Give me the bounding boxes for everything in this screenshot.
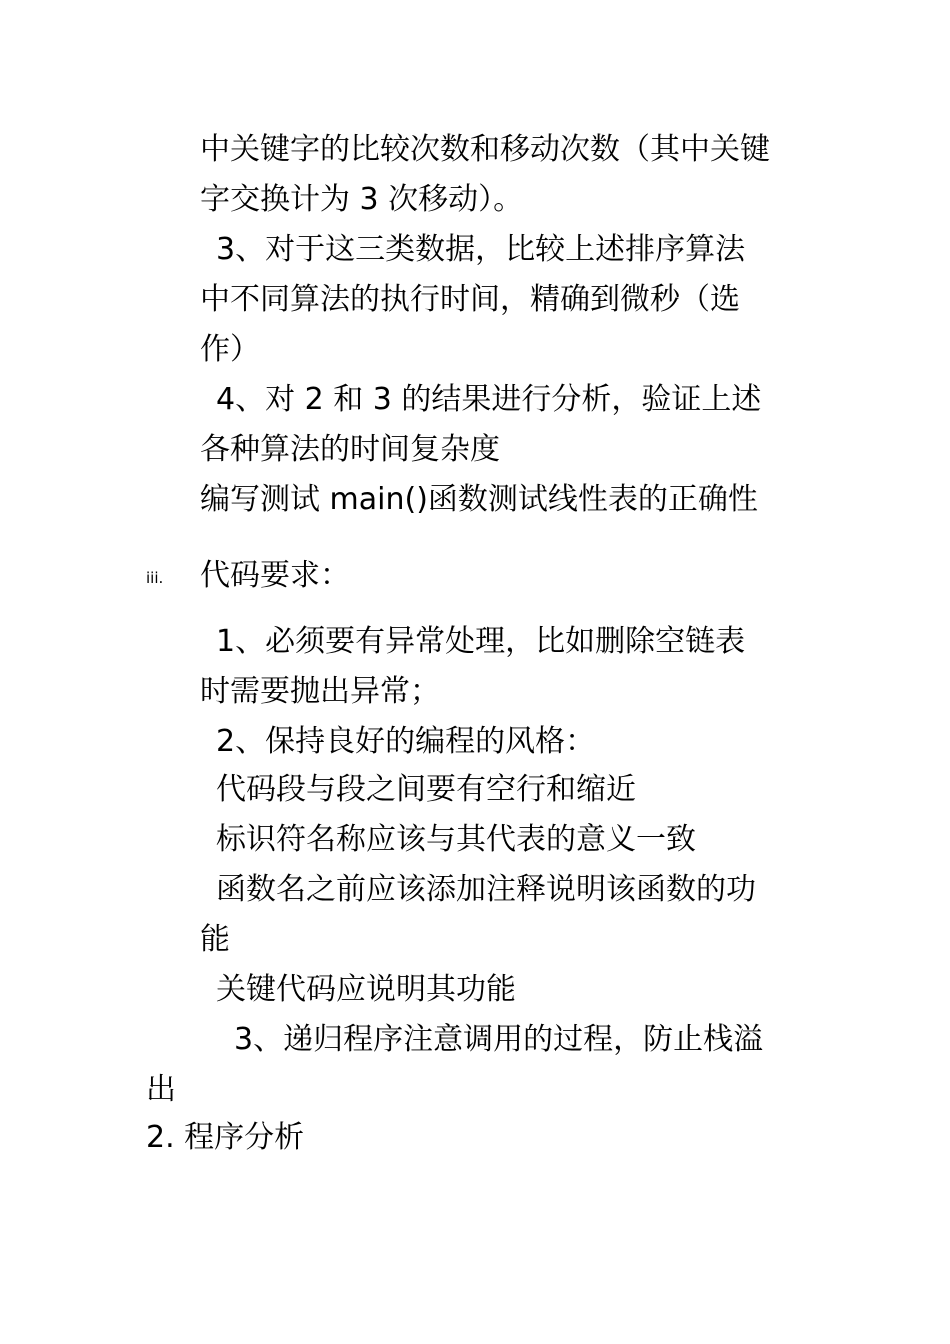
style-point: 标识符名称应该与其代表的意义一致 xyxy=(216,822,696,857)
text-line: 作） xyxy=(200,332,260,367)
text-line: 中不同算法的执行时间，精确到微秒（选 xyxy=(200,282,740,317)
requirement-2: 2、保持良好的编程的风格： xyxy=(216,724,596,759)
style-point: 函数名之前应该添加注释说明该函数的功 xyxy=(216,872,756,907)
style-point: 代码段与段之间要有空行和缩近 xyxy=(216,772,636,807)
text-line: 3、递归程序注意调用的过程，防止栈溢 xyxy=(234,1022,764,1057)
text-line: 字交换计为 3 次移动）。 xyxy=(200,182,524,217)
section-heading-program-analysis: 2. 程序分析 xyxy=(146,1120,305,1155)
text-line: 3、对于这三类数据，比较上述排序算法 xyxy=(216,232,746,267)
text-line: 出 xyxy=(146,1072,176,1107)
style-point-continuation: 能 xyxy=(200,922,230,957)
code-requirements-heading: 代码要求： xyxy=(200,558,350,593)
main-test-line: 编写测试 main()函数测试线性表的正确性 xyxy=(200,482,758,517)
list-marker: iii. xyxy=(146,569,164,587)
text-line: 中关键字的比较次数和移动次数（其中关键 xyxy=(200,132,770,167)
text-line: 时需要抛出异常； xyxy=(200,674,440,709)
style-point: 关键代码应说明其功能 xyxy=(216,972,516,1007)
text-line: 1、必须要有异常处理，比如删除空链表 xyxy=(216,624,746,659)
text-line: 各种算法的时间复杂度 xyxy=(200,432,500,467)
text-line: 4、对 2 和 3 的结果进行分析，验证上述 xyxy=(216,382,762,417)
